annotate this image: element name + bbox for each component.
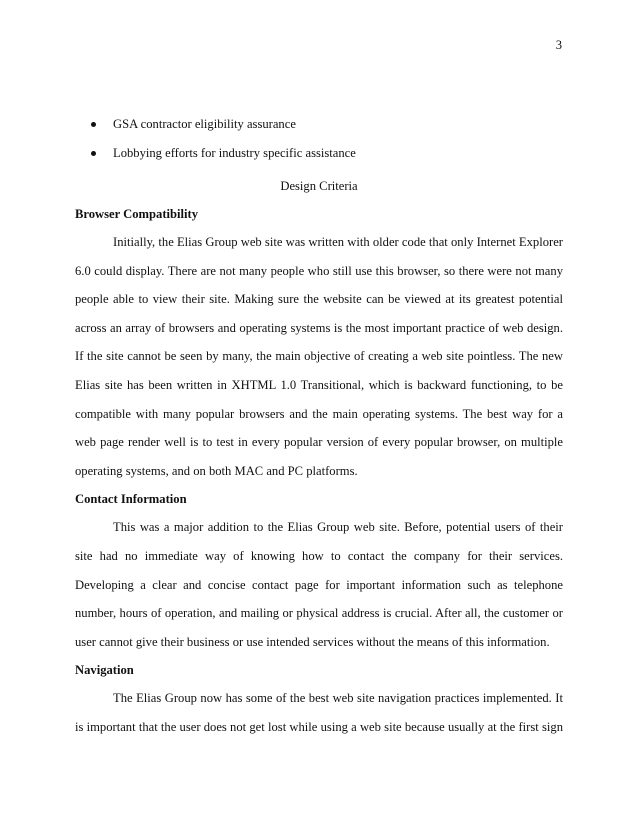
design-criteria-heading: Design Criteria: [280, 179, 358, 193]
paragraph-line: Developing a clear and concise contact page for important information such as telephone: [75, 577, 563, 592]
paragraph-line: Initially, the Elias Group web site was written with older code that only Internet Explorer: [113, 235, 563, 249]
paragraph-line: If the site cannot be seen by many, the main objective of creating a web site pointless. The new: [75, 349, 563, 364]
paragraph-line: This was a major addition to the Elias Group web site. Before, potential users of their: [113, 520, 563, 535]
bullet-text: GSA contractor eligibility assurance: [113, 117, 296, 131]
bullet-dot-icon: [91, 151, 96, 156]
bullet-text: Lobbying efforts for industry specific assistance: [113, 146, 356, 160]
paragraph-line: number, hours of operation, and mailing or physical address is crucial. After all, the customer or: [75, 606, 563, 621]
paragraph-line: 6.0 could display. There are not many people who still use this browser, so there were not many: [75, 263, 563, 278]
bullet-item: [0, 116, 638, 133]
section-heading-browser-compatibility: Browser Compatibility: [75, 207, 199, 221]
paragraph-line: web page render well is to test in every popular version of every popular browser, on multiple: [75, 435, 563, 450]
body-text: [75, 172, 563, 742]
section-heading-contact-information: Contact Information: [75, 492, 187, 507]
paragraph-line: user cannot give their business or use intended services without the means of this information.: [75, 634, 550, 649]
paragraph-line: people able to view their site. Making sure the website can be viewed at its greatest potential: [75, 292, 563, 307]
paragraph-line: Elias site has been written in XHTML 1.0 Transitional, which is backward functioning, to be: [75, 377, 563, 392]
paragraph-line: is important that the user does not get lost while using a web site because usually at the first sign: [75, 719, 563, 734]
paragraph-line: The Elias Group now has some of the best web site navigation practices implemented. It: [113, 691, 563, 706]
paragraph-line: across an array of browsers and operating systems is the most important practice of web design.: [75, 320, 563, 335]
bullet-dot-icon: [91, 122, 96, 127]
bullet-list: [0, 116, 638, 174]
section-heading-navigation: Navigation: [75, 663, 134, 678]
paragraph-browser-compatibility: [75, 228, 563, 485]
bullet-item: [0, 145, 638, 162]
page-number: 3: [555, 38, 562, 52]
paragraph-navigation: [75, 684, 563, 741]
paragraph-line: operating systems, and on both MAC and PC platforms.: [75, 463, 358, 478]
paragraph-line: site had no immediate way of knowing how to contact the company for their services.: [75, 548, 563, 563]
paragraph-line: compatible with many popular browsers and the main operating systems. The best way for a: [75, 406, 563, 421]
paragraph-contact-information: [75, 513, 563, 656]
